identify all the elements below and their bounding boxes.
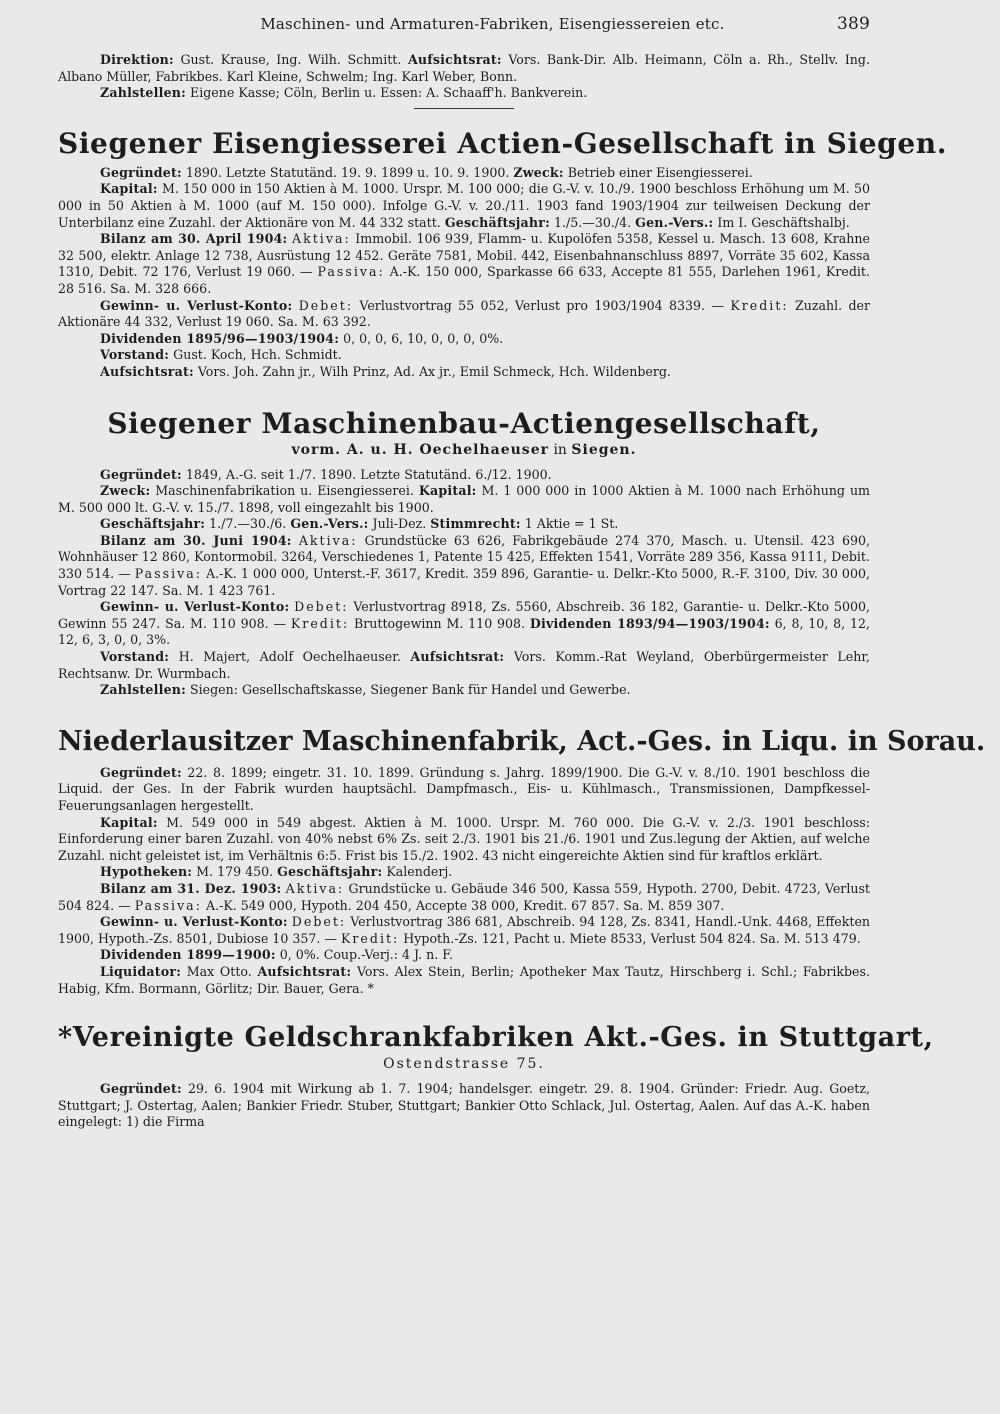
text: Max Otto. [186, 963, 252, 979]
text: M. 1 000 000 in 1000 Aktien à M. 1000 nach Erhöhung um M. 500 000 lt. G.-V. v. 15./7. 1898, voll eingezahlt bis 1900. [58, 483, 870, 515]
entry3-guv [58, 914, 870, 947]
text: 1./5.—30./4. [553, 214, 632, 230]
text: 0, 0, 0, 6, 10, 0, 0, 0, 0%. [343, 330, 504, 346]
page-number: 389 [836, 14, 870, 34]
label: Liquidator: [100, 963, 182, 979]
top-direktion [58, 52, 870, 85]
entry2-bilanz [58, 533, 870, 599]
text: Verlustvortrag 55 052, Verlust pro 1903/1904 8339. — [359, 297, 724, 313]
text-aufsichtsrat: Vors. Bank-Dir. Alb. Heimann, Cöln a. Rh., Stellv. Ing. Albano Müller, Fabrikbes. Karl Kleine, Schwelm; Ing. Karl Weber, Bonn. [58, 52, 870, 84]
label: Debet: [291, 914, 347, 930]
label: Vorstand: [100, 649, 170, 665]
text: A.-K. 150 000, Sparkasse 66 633, Accepte 81 555, Darlehen 1961, Kredit. 28 516. Sa. M. 328 666. [58, 264, 870, 296]
page [58, 14, 986, 1131]
label-zahlstellen: Zahlstellen: [100, 85, 186, 101]
sub-in: in [553, 441, 567, 458]
text: M. 549 000 in 549 abgest. Aktien à M. 1000. Urspr. M. 760 000. Die G.-V. v. 2./3. 1901 beschloss: Einforderung einer baren Zuzahl. von 40% nebst 6% Zs. seit 2./3. 1901 bis 21./6. 1901 und Zus.legung der Aktien, auf welche Zuzahl. nicht geleistet ist, im Verhältnis 6:5. Frist bis 15./2. 1902. 43 nicht eingereichte Aktien sind für kraftlos erklärt. [58, 814, 870, 863]
entry2-zahlstellen [58, 682, 870, 699]
label: Kapital: [100, 814, 158, 830]
entry1-gegruendet [58, 165, 870, 182]
text: 1./7.—30./6. [209, 516, 287, 532]
entry3-heading: Niederlausitzer Maschinenfabrik, Act.-Ges. in Liqu. in Sorau. [58, 725, 986, 757]
sub-prefix: vorm. A. u. H. Oechelhaeuser [291, 441, 549, 458]
label: Gegründet: [100, 1081, 182, 1097]
entry3-bilanz [58, 881, 870, 914]
label: Geschäftsjahr: [100, 516, 206, 532]
entry3-hypotheken [58, 864, 870, 881]
text: Im I. Geschäftshalbj. [717, 214, 850, 230]
label: Aufsichtsrat: [410, 649, 505, 665]
text: Zuzahl. der Aktionäre 44 332, Verlust 19 060. Sa. M. 63 392. [58, 297, 870, 330]
label: Gegründet: [100, 764, 182, 780]
entry1-bilanz [58, 231, 870, 297]
entry3-kapital [58, 815, 870, 865]
label: Kredit: [341, 930, 400, 946]
entry1-heading: Siegener Eisengiesserei Actien-Gesellschaft in Siegen. [58, 126, 948, 160]
label: Zweck: [100, 483, 151, 499]
text: Vors. Komm.-Rat Weyland, Oberbürgermeister Lehr, Rechtsanw. Dr. Wurmbach. [58, 649, 870, 681]
label: Debet: [294, 599, 349, 615]
text: 0, 0%. Coup.-Verj.: 4 J. n. F. [279, 947, 453, 963]
label: Kapital: [418, 483, 477, 499]
label: Passiva: [134, 566, 202, 582]
label: Zahlstellen: [100, 682, 186, 698]
label: Geschäftsjahr: [444, 214, 550, 230]
label: Dividenden 1899—1900: [100, 947, 276, 963]
entry2-gegruendet [58, 467, 870, 484]
entry2-geschaeftsjahr [58, 516, 870, 533]
label: Gewinn- u. Verlust-Konto: [100, 297, 293, 313]
text: 1 Aktie = 1 St. [524, 516, 619, 532]
entry2-subheading [58, 441, 870, 459]
label: Debet: [298, 297, 354, 313]
label: Gen.-Vers.: [635, 214, 714, 230]
entry2-zweck [58, 483, 870, 516]
text: A.-K. 1 000 000, Unterst.-F. 3617, Kredit. 359 896, Garantie- u. Delkr.-Kto 5000, R.-F. 3100, Div. 30 000, Vortrag 22 147. Sa. M. 1 423 761. [58, 566, 870, 598]
text: 6, 8, 10, 8, 12, 12, 6, 3, 0, 0, 3%. [58, 615, 871, 648]
label: Aufsichtsrat: [100, 363, 194, 379]
text: Kalenderj. [386, 864, 453, 880]
label: Zweck: [513, 164, 564, 180]
label: Bilanz am 30. Juni 1904: [100, 532, 292, 548]
text: Immobil. 106 939, Flamm- u. Kupolöfen 5358, Kessel u. Masch. 13 608, Krahne 32 500, elektr. Anlage 12 738, Ausrüstung 12 452. Geräte 7581, Mobil. 442, Eisenbahnanschluss 8897, Vorräte 35 602, Kassa 1310, Debit. 72 176, Verlust 19 060. — [58, 231, 870, 280]
entry1-aufsichtsrat [58, 364, 870, 381]
text: Vors. Alex Stein, Berlin; Apotheker Max Tautz, Hirschberg i. Schl.; Fabrikbes. Habig, Kfm. Bormann, Görlitz; Dir. Bauer, Gera. * [58, 963, 870, 996]
label: Passiva: [317, 264, 385, 280]
text: Hypoth.-Zs. 121, Pacht u. Miete 8533, Verlust 504 824. Sa. M. 513 479. [403, 930, 861, 946]
label: Kredit: [730, 297, 789, 313]
label: Passiva: [134, 897, 202, 913]
label: Aktiva: [285, 880, 345, 896]
label: Gegründet: [100, 466, 182, 482]
label: Aufsichtsrat: [257, 963, 352, 979]
entry4-heading: *Vereinigte Geldschrankfabriken Akt.-Ges. in Stuttgart, [58, 1022, 934, 1054]
top-zahlstellen [58, 85, 870, 102]
label-direktion: Direktion: [100, 52, 174, 67]
entry1-dividenden [58, 331, 870, 348]
text-direktion: Gust. Krause, Ing. Wilh. Schmitt. [180, 52, 402, 67]
entry3-dividenden [58, 947, 870, 964]
entry3-gegruendet [58, 765, 870, 815]
entry1-guv [58, 298, 870, 331]
running-head-title: Maschinen- und Armaturen-Fabriken, Eisengiessereien etc. [260, 15, 725, 33]
text: Betrieb einer Eisengiesserei. [567, 164, 753, 180]
text: 1849, A.-G. seit 1./7. 1890. Letzte Statutänd. 6./12. 1900. [185, 466, 552, 482]
text: Siegen: Gesellschaftskasse, Siegener Bank für Handel und Gewerbe. [190, 682, 631, 698]
label: Geschäftsjahr: [277, 864, 383, 880]
label: Hypotheken: [100, 864, 193, 880]
label: Stimmrecht: [430, 516, 521, 532]
entry4-subheading: Ostendstrasse 75. [383, 1056, 545, 1073]
text: Verlustvortrag 386 681, Abschreib. 94 128, Zs. 8341, Handl.-Unk. 4468, Effekten 1900, Hypoth.-Zs. 8501, Dubiose 10 357. — [58, 914, 871, 946]
label: Aktiva: [298, 532, 358, 548]
text: 22. 8. 1899; eingetr. 31. 10. 1899. Gründung s. Jahrg. 1899/1900. Die G.-V. v. 8./10. 1901 beschloss die Liquid. der Ges. In der Fabrik wurden hauptsächl. Dampfmasch., Eis- u. Kühlmasch., Transmissionen, Dampfkessel-Feuerungsanlagen hergestellt. [58, 764, 870, 813]
text: Grundstücke 63 626, Fabrikgebäude 274 370, Masch. u. Utensil. 423 690, Wohnhäuser 12 860, Kontormobil. 3264, Verschiedenes 1, Patente 15 425, Effekten 1541, Vorräte 289 356, Kassa 9111, Debit. 330 514. — [58, 532, 871, 582]
entry2-heading: Siegener Maschinenbau-Actiengesellschaft, [107, 406, 821, 440]
entry4-gegruendet [58, 1081, 870, 1131]
text-zahlstellen: Eigene Kasse; Cöln, Berlin u. Essen: A. Schaaff'h. Bankverein. [190, 85, 588, 101]
label: Gewinn- u. Verlust-Konto: [100, 914, 288, 930]
label: Kapital: [100, 181, 158, 197]
label: Vorstand: [100, 347, 170, 363]
text: A.-K. 549 000, Hypoth. 204 450, Accepte 38 000, Kredit. 67 857. Sa. M. 859 307. [205, 897, 725, 913]
label: Gewinn- u. Verlust-Konto: [100, 599, 290, 615]
text: M. 179 450. [196, 864, 274, 880]
label: Bilanz am 31. Dez. 1903: [100, 880, 282, 896]
label: Gen.-Vers.: [290, 516, 369, 532]
label: Gegründet: [100, 164, 182, 180]
text: 29. 6. 1904 mit Wirkung ab 1. 7. 1904; handelsger. eingetr. 29. 8. 1904. Gründer: Friedr. Aug. Goetz, Stuttgart; J. Ostertag, Aalen; Bankier Friedr. Stuber, Stuttgart; Bankier Otto Schlack, Jul. Ostertag, Aalen. Auf das A.-K. haben eingelegt: 1) die Firma [58, 1081, 870, 1130]
text: Vors. Joh. Zahn jr., Wilh Prinz, Ad. Ax jr., Emil Schmeck, Hch. Wildenberg. [197, 363, 671, 379]
text: H. Majert, Adolf Oechelhaeuser. [178, 649, 401, 665]
entry1-kapital [58, 181, 870, 231]
label: Bilanz am 30. April 1904: [100, 231, 288, 247]
text: Verlustvortrag 8918, Zs. 5560, Abschreib. 36 182, Garantie- u. Delkr.-Kto 5000, Gewinn 55 247. Sa. M. 110 908. — [58, 599, 870, 631]
text: Gust. Koch, Hch. Schmidt. [173, 347, 342, 363]
label-aufsichtsrat: Aufsichtsrat: [407, 52, 502, 67]
label: Dividenden 1893/94—1903/1904: [529, 615, 770, 631]
text: Juli-Dez. [372, 516, 427, 532]
text: Grundstücke u. Gebäude 346 500, Kassa 559, Hypoth. 2700, Debit. 4723, Verlust 504 824. — [58, 880, 870, 913]
entry2-guv [58, 599, 870, 649]
text: Maschinenfabrikation u. Eisengiesserei. [155, 483, 414, 499]
text: Bruttogewinn M. 110 908. [354, 615, 526, 631]
label: Dividenden 1895/96—1903/1904: [100, 330, 340, 346]
text: M. 150 000 in 150 Aktien à M. 1000. Urspr. M. 100 000; die G.-V. v. 10./9. 1900 beschloss Erhöhung um M. 50 000 in 50 Aktien à M. 1000 (auf M. 150 000). Infolge G.-V. v. 20./11. 1903 fand 1903/1904 zur teilweisen Deckung der Unterbilanz eine Zuzahl. der Aktionäre von M. 44 332 statt. [58, 181, 870, 230]
sub-place: Siegen. [571, 441, 637, 458]
entry1-vorstand [58, 347, 870, 364]
label: Aktiva: [292, 231, 351, 247]
text: 1890. Letzte Statutänd. 19. 9. 1899 u. 10. 9. 1900. [185, 164, 510, 180]
entry2-vorstand [58, 649, 870, 682]
entry3-liquidator [58, 964, 870, 997]
running-head [58, 14, 870, 52]
label: Kredit: [290, 615, 350, 631]
